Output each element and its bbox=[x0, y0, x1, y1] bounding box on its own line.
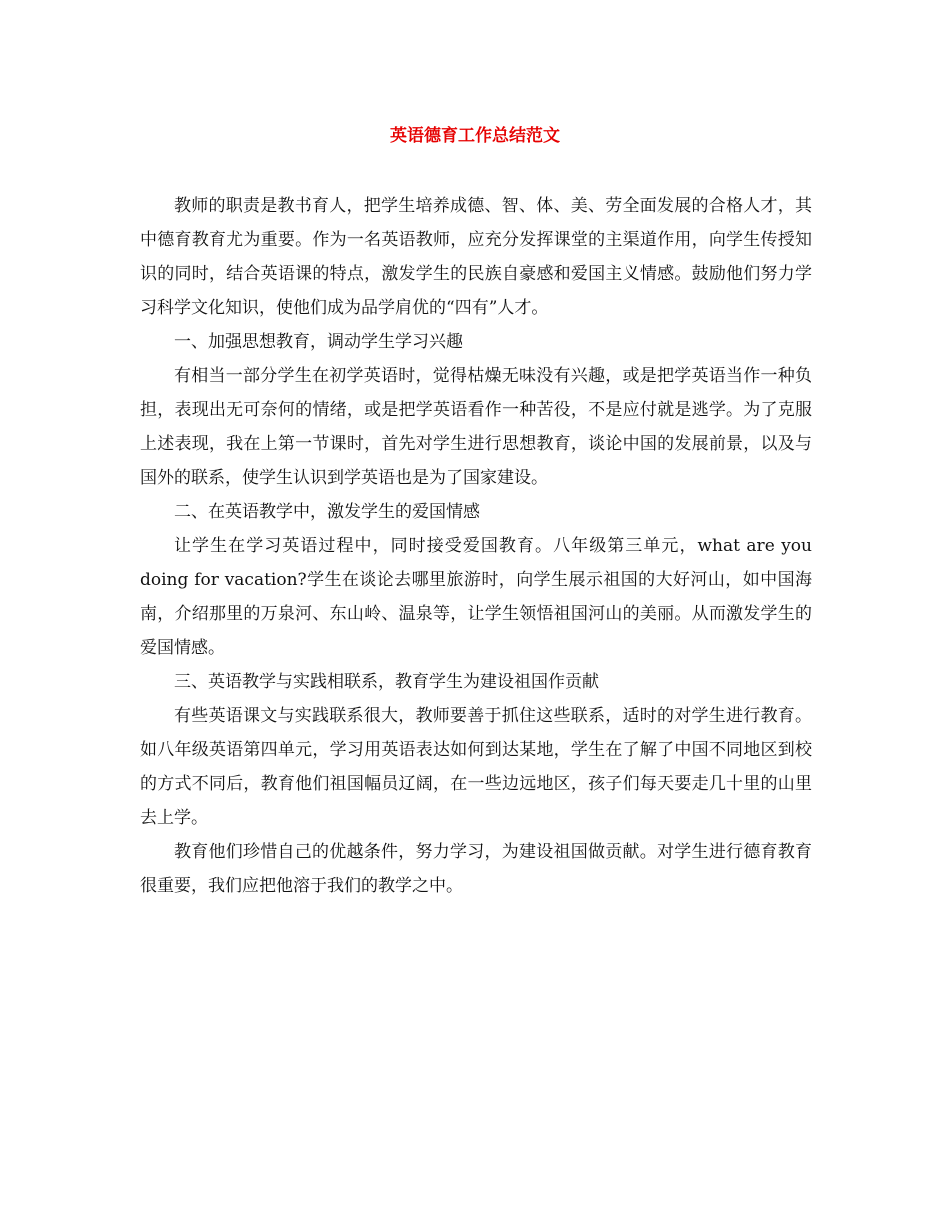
section-heading-2: 二、在英语教学中，激发学生的爱国情感 bbox=[174, 502, 480, 522]
section-heading-3: 三、英语教学与实践相联系，教育学生为建设祖国作贡献 bbox=[174, 672, 599, 692]
section-heading-1: 一、加强思想教育，调动学生学习兴趣 bbox=[174, 332, 463, 352]
paragraph-intro: 教师的职责是教书育人，把学生培养成德、智、体、美、劳全面发展的合格人才，其中德育教育尤为重要。作为一名英语教师，应充分发挥课堂的主渠道作用，向学生传授知识的同时，结合英语课的特点，激发学生的民族自豪感和爱国主义情感。鼓励他们努力学习科学文化知识，使他们成为品学肩优的“四有”人才。 bbox=[140, 196, 812, 318]
document-body bbox=[140, 189, 812, 903]
paragraph-section-2: 让学生在学习英语过程中，同时接受爱国教育。八年级第三单元，what are you doing for vacation?学生在谈论去哪里旅游时，向学生展示祖国的大好河山，如中国海南，介绍那里的万泉河、东山岭、温泉等，让学生领悟祖国河山的美丽。从而激发学生的爱国情感。 bbox=[140, 536, 812, 658]
paragraph-section-1: 有相当一部分学生在初学英语时，觉得枯燥无味没有兴趣，或是把学英语当作一种负担，表现出无可奈何的情绪，或是把学英语看作一种苦役，不是应付就是逃学。为了克服上述表现，我在上第一节课时，首先对学生进行思想教育，谈论中国的发展前景，以及与国外的联系，使学生认识到学英语也是为了国家建设。 bbox=[140, 366, 812, 488]
paragraph-conclusion: 教育他们珍惜自己的优越条件，努力学习，为建设祖国做贡献。对学生进行德育教育很重要，我们应把他溶于我们的教学之中。 bbox=[140, 842, 812, 896]
document-title: 英语德育工作总结范文 bbox=[390, 126, 560, 146]
paragraph-section-3: 有些英语课文与实践联系很大，教师要善于抓住这些联系，适时的对学生进行教育。如八年级英语第四单元，学习用英语表达如何到达某地，学生在了解了中国不同地区到校的方式不同后，教育他们祖国幅员辽阔，在一些边远地区，孩子们每天要走几十里的山里去上学。 bbox=[140, 706, 812, 828]
